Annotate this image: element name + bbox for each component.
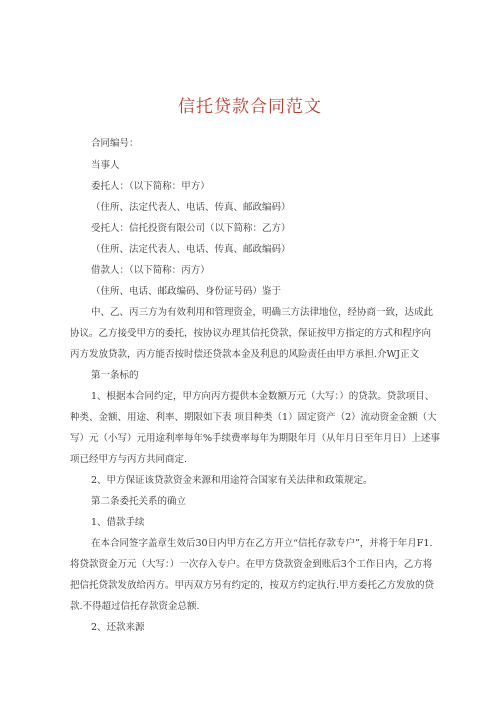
- text-line: 写）元（小写）元用途利率每年%手续费率每年为期限年月（从年月日至年月日）上述事: [70, 433, 441, 444]
- document-title: 信托贷款合同范文: [178, 97, 322, 117]
- text-line: 将贷款资金万元（大写：）一次存入专户。在甲方贷款资金到账后3个工作日内，乙方将: [70, 559, 433, 570]
- text-line: 款.不得超过信托存款资金总额.: [70, 601, 200, 612]
- text-line: 项已经甲方与丙方共同商定.: [70, 454, 188, 465]
- text-line: 第二条委托关系的确立: [91, 496, 187, 507]
- text-line: 把信托贷款发放给丙方。甲丙双方另有约定的，按双方约定执行.甲方委托乙方发放的贷: [70, 580, 435, 591]
- text-line: （住所、法定代表人、电话、传真、邮政编码）: [91, 244, 291, 255]
- text-line: 受托人：信托投资有限公司（以下简称：乙方）: [91, 223, 291, 234]
- text-line: 2、甲方保证该贷款资金来源和用途符合国家有关法律和政策规定。: [91, 475, 373, 486]
- text-line: 1、根据本合同约定，甲方向丙方提供本金数额万元（大写：）的贷款。贷款项目、: [91, 391, 435, 402]
- text-line: 1、借款手续: [91, 517, 145, 528]
- text-line: 委托人：（以下简称：甲方）: [91, 181, 210, 192]
- text-line: 第一条标的: [91, 370, 139, 381]
- text-line: （住所、电话、邮政编码、身份证号码）鉴于: [91, 286, 282, 297]
- text-line: 中、乙、丙三方为有效利用和管理资金，明确三方法律地位，经协商一致，达成此: [91, 307, 434, 318]
- text-line: 在本合同签字盖章生效后30日内甲方在乙方开立“信托存款专户”，并将于年月F1.: [91, 538, 433, 549]
- text-line: 协议。乙方接受甲方的委托，按协议办理其信托贷款，保证按甲方指定的方式和程序向: [70, 328, 432, 339]
- text-line: 合同编号：: [91, 138, 139, 149]
- text-line: 当事人: [91, 160, 120, 171]
- text-line: 丙方发放贷款，丙方能否按时偿还贷款本金及利息的风险责任由甲方承担.介WJ正文: [70, 349, 420, 360]
- text-line: 2、还款来源: [91, 622, 145, 633]
- text-line: 种类、金额、用途、利率、期限如下表 项目种类（1）固定资产（2）流动资金金额（大: [70, 412, 437, 423]
- text-line: 借款人：（以下简称：丙方）: [91, 265, 210, 276]
- text-line: （住所、法定代表人、电话、传真、邮政编码）: [91, 202, 291, 213]
